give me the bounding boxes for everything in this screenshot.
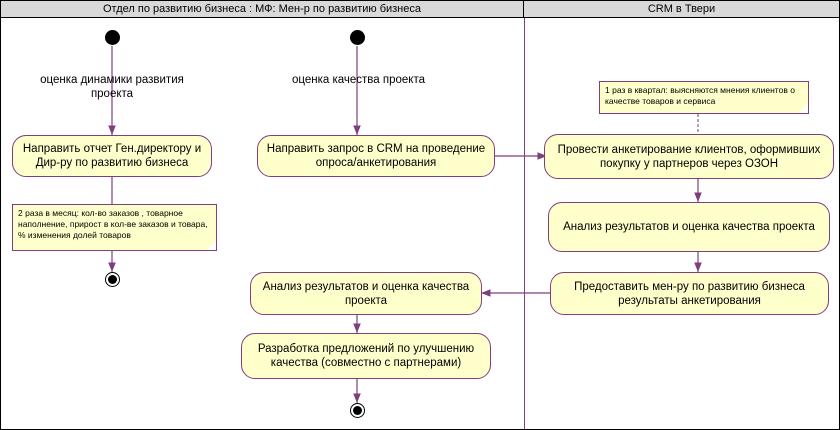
activity-conduct-survey[interactable]: Провести анкетирование клиентов, оформивших покупку у партнеров через ОЗОН: [544, 134, 834, 179]
activity-provide-results[interactable]: Предоставить мен-ру по развитию бизнеса результаты анкетирования: [550, 272, 829, 315]
swimlane-label: CRM в Твери: [647, 3, 716, 15]
end-node-bottom: [350, 403, 365, 418]
note-fold-icon: [799, 104, 808, 113]
flow-label-quality: оценка качества проекта: [292, 74, 425, 86]
end-node-inner: [353, 406, 362, 415]
note-quarterly-survey: [599, 81, 809, 114]
swimlane-divider: [524, 18, 525, 429]
note-text: 1 раз в квартал: выясняются мнения клиентов о качестве товаров и сервиса: [605, 85, 795, 106]
end-node-inner: [108, 275, 117, 284]
activity-send-request-crm[interactable]: Направить запрос в CRM на проведение опроса/анкетирования: [257, 135, 495, 177]
start-node-left: [105, 30, 120, 45]
swimlane-header-crm: [524, 1, 839, 18]
start-node-middle: [350, 30, 365, 45]
note-twice-monthly-metrics: [12, 204, 217, 251]
end-node-left: [105, 272, 120, 287]
swimlane-header-business-development: [1, 1, 524, 18]
note-fold-icon: [207, 241, 216, 250]
flow-label-dynamics: оценка динамики развития проекта: [40, 74, 184, 100]
note-text: 2 раза в месяц: кол-во заказов , товарное наполнение, прирост в кол-ве заказов и товара, % изменения долей товаров: [18, 208, 208, 240]
activity-send-report[interactable]: Направить отчет Ген.директору и Дир-ру по развитию бизнеса: [12, 135, 212, 177]
activity-analyze-results-business[interactable]: Анализ результатов и оценка качества проекта: [250, 272, 482, 315]
activity-develop-proposals[interactable]: Разработка предложений по улучшению качества (совместно с партнерами): [241, 333, 491, 379]
swimlane-label: Отдел по развитию бизнеса : МФ: Мен-р по развитию бизнеса: [103, 3, 421, 15]
activity-analyze-results-crm[interactable]: Анализ результатов и оценка качества проекта: [548, 202, 830, 252]
